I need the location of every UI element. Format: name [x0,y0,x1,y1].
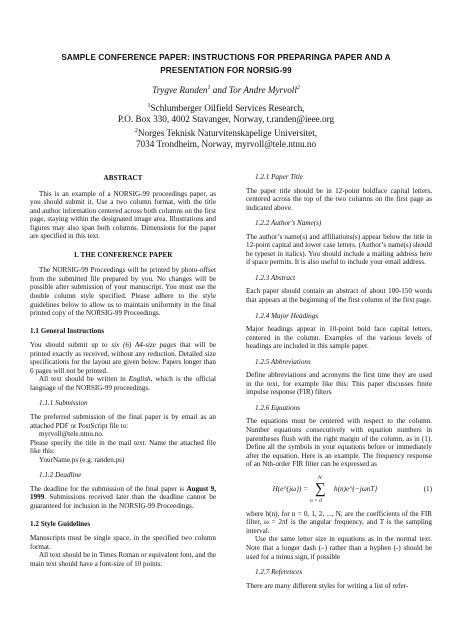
style-paragraph-1: Manuscripts must be single space, in the specified two column format. [30,534,216,551]
equation-number: (1) [423,485,432,494]
text-span: The deadline for the submission of the final paper is [30,484,187,493]
authors [20,85,432,95]
text-span: . Submissions received later than the deadline cannot be guaranteed for inclusion in the NORSIG-99 Proceedings. [30,493,216,510]
title-block [20,51,432,151]
equation-explanation: where h(n), for n = 0, 1, 2, ..., N, are the coefficients of the FIR filter, ω = 2πf is the angular frequency, and T is the sampling interval. [246,509,432,535]
equations-paragraph: The equations must be centered with respect to the column. Number equations consecutively with equation numbers in parentheses flush with the right margin of the column, as in (1). Define all the symbols in your equations before or immediately after the equation. Here is an example. The frequency response of an Nth-order FIR filter can be expressed as [246,417,432,469]
deadline-paragraph [30,485,216,511]
subsubsection-1-2-5-heading: 1.2.5 Abbreviations [255,357,311,366]
subsection-1-1-paragraph-1 [30,341,216,375]
subsection-1-1-paragraph-2 [30,375,216,392]
major-headings-paragraph: Major headings appear in 10-point bold face capital letters, centered in the column. Examples of the various levels of headings are included in this sample paper. [246,325,432,351]
author-2: Tor Andre Myrvoll [228,85,297,95]
subsubsection-1-2-1-heading: 1.2.1 Paper Title [255,173,304,181]
subsection-1-2-heading: 1.2 Style Guidelines [30,519,91,528]
subsubsection-1-1-1-heading: 1.1.1 Submission [39,399,88,408]
text-span: , which is the official language of the NORSIG-99 proceedings. [30,375,216,392]
subsubsection-1-2-2-heading: 1.2.2 Author’s Name(s) [255,219,322,228]
section-1-heading: 1. THE CONFERENCE PAPER [73,250,173,259]
subsection-1-1-heading: 1.1 General Instructions [30,326,104,335]
subsubsection-1-2-6-heading: 1.2.6 Equations [255,403,301,412]
abbreviations-paragraph: Define abbreviations and acronyms the first time they are used in the text, for example like this: This paper discusses finite impulse response (FIR) filters [246,371,432,397]
subsubsection-1-2-4-heading: 1.2.4 Major Headings [255,311,319,320]
author-2-sup: 2 [296,84,300,91]
submission-email: myrvoll@tele.ntnu.no. [39,430,104,439]
authors-and: and [210,85,229,95]
affiliation-1 [20,103,432,126]
author-1-sup: 1 [207,84,211,91]
subsubsection-1-2-3-heading: 1.2.3 Abstract [255,273,296,282]
summation-lower-limit: n = 0 [310,497,322,504]
author-names-paragraph: The author’s name(s) and affiliations(s) appear below the title in 12-point capital and lower case letters. (Author’s name(s) should be typeset in italics). You should include a mailing address here if space permits. It is also useful to include your email address. [246,232,432,267]
subsubsection-1-1-2-heading: 1.1.2 Deadline [39,471,82,480]
summation [308,475,334,505]
equation-note: Use the same letter size in equations as in the normal text. Note that a longer dash (–) rather than a hyphen (-) should be used for a minus sign, if possible [246,535,432,561]
emphasis-text: six (6) A4-size pages [111,341,177,350]
affiliation-1-sup: 1 [147,102,151,109]
abstract-heading: ABSTRACT [103,174,143,182]
emphasis-text: English [128,375,151,384]
text-span: You should submit up to [30,341,112,350]
equation-rhs: h(n)e^{−jωnT} [334,485,378,494]
text-span: All text should be written in [39,375,129,384]
left-column [30,174,216,568]
text-span: that will be printed exactly as received, without any reduction. Detailed size specifications for the layout are given below. Papers longer than 6 pages will not be printed. [30,341,216,375]
submission-paragraph: The preferred submission of the final paper is by email as an attached PDF or PostScript file to: [30,413,216,430]
summation-upper-limit: N [318,474,322,481]
submission-paragraph-2: Please specify the title in the mail text. Name the attached file like this: [30,438,216,456]
subsubsection-1-2-7-heading: 1.2.7 References [255,568,303,577]
affiliation-1-line-1: Schlumberger Oilfield Services Research, [150,103,305,113]
title-line-1: SAMPLE CONFERENCE PAPER: INSTRUCTIONS FOR PREPARINGA PAPER AND A [61,53,391,62]
equation-lhs: H(e^{jω}) = [272,485,308,494]
submission-filename-example: YourName.ps (e.g. randen.ps) [39,455,125,464]
deadline-date: August 9, 1999 [30,484,216,502]
section-1-text: The NORSIG-99 Proceedings will be printed by photo-offset from the submitted file prepared by you. No changes will be possible after submission of your manuscript. You must use the double column style specified. Please adhere to the style guidelines below to allow us to maintain uniformity in the final printed copy of the NORSIG-99 Proceedings. [30,266,216,318]
abstract-guidelines-paragraph: Each paper should contain an abstract of about 100-150 words that appears at the beginning of the first column of the first page. [246,287,432,305]
affiliation-1-line-2: P.O. Box 330, 4002 Stavanger, Norway, t.randen@ieee.org [117,114,335,125]
affiliation-2 [20,128,432,151]
paper-title-paragraph: The paper title should be in 12-point boldface capital letters, centered across the top of the two columns on the first page as indicated above. [246,186,432,212]
summation-symbol: ∑ [315,480,326,497]
references-paragraph: There are many different styles for writing a list of refer- [246,581,409,590]
title-line-2: PRESENTATION FOR NORSIG-99 [160,66,292,75]
author-1: Trygve Randen [152,85,208,95]
abstract-text: This is an example of a NORSIG-99 proceedings paper, as you should submit it. Use a two column format, with the title and author information centered across both columns on the first page, staying within the designated image area. Illustrations and figures may also span both columns. Dimensions for the paper are specified in this text. [30,189,216,241]
right-column [246,173,432,590]
paper-title [20,51,432,77]
equation-1 [246,475,432,505]
affiliation-2-line-1: Norges Teknisk Naturvitenskapelige Universitet, [137,127,318,138]
affiliation-2-sup: 2 [134,127,138,134]
affiliation-2-line-2: 7034 Trondheim, Norway, myrvoll@tele.ntnu.no [135,139,317,150]
style-paragraph-2: All text should be in Times Roman or equivalent font, and the main text should have a font-size of 10 points. [30,551,216,568]
